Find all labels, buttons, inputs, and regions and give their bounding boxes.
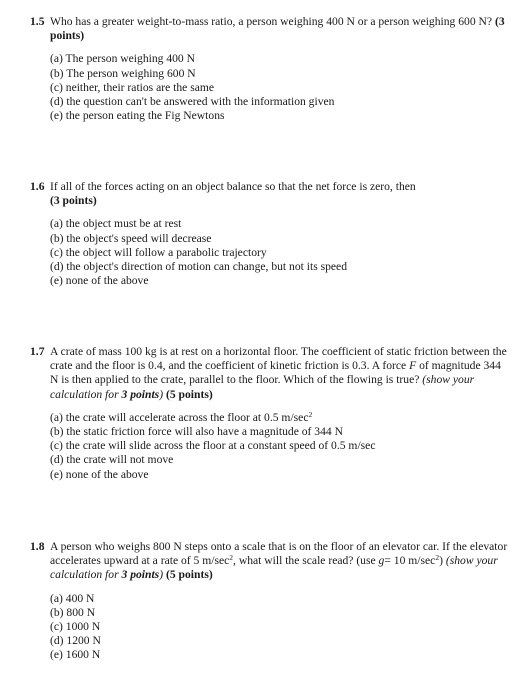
option-c: (c) neither, their ratios are the same (50, 80, 215, 94)
question-1-6 (30, 180, 510, 288)
option-d: (d) the object's direction of motion can change, but not its speed (50, 260, 348, 274)
question-stem (30, 345, 510, 402)
option-d: (d) the crate will not move (50, 453, 174, 467)
options-list (30, 411, 510, 482)
question-1-8 (30, 540, 510, 663)
points-label: (3 points) (50, 194, 97, 208)
force-symbol: F (409, 359, 417, 373)
question-number: 1.8 (30, 540, 45, 553)
option-b: (b) The person weighing 600 N (50, 66, 196, 80)
question-text-part2: , what will the scale read? (use (233, 554, 376, 568)
option-a: (a) 400 N (50, 591, 95, 605)
option-c: (c) the crate will slide across the floor at a constant speed of 0.5 m/sec (50, 439, 376, 453)
option-c: (c) 1000 N (50, 620, 101, 634)
question-stem (30, 540, 510, 583)
points-label: (5 points) (165, 387, 213, 401)
option-b: (b) 800 N (50, 605, 96, 619)
points-label: (5 points) (165, 568, 213, 582)
question-text: Who has a greater weight-to-mass ratio, a person weighing 400 N or a person weighing 600 N? (50, 15, 493, 28)
question-number: 1.7 (30, 345, 45, 358)
option-b: (b) the object's speed will decrease (50, 231, 212, 245)
question-text-part2: of magnitude 344 N is then applied to the crate, parallel to the floor. Which of the flowing is true? (50, 359, 501, 387)
option-c: (c) the object will follow a parabolic trajectory (50, 245, 267, 259)
question-text: If all of the forces acting on an object balance so that the net force is zero, then (50, 180, 416, 193)
option-e: (e) the person eating the Fig Newtons (50, 109, 225, 123)
question-number: 1.5 (30, 15, 45, 28)
question-stem (30, 15, 510, 43)
superscript: 2 (229, 553, 234, 563)
option-e: (e) none of the above (50, 274, 149, 288)
option-b: (b) the static friction force will also have a magnitude of 344 N (50, 425, 343, 439)
option-a: (a) the crate will accelerate across the floor at 0.5 $m/\sec^2$ (50, 409, 313, 424)
options-list (30, 592, 510, 663)
instruction-text: (show your calculation for 3 points) (50, 554, 498, 582)
option-e: (e) none of the above (50, 467, 149, 481)
question-number: 1.6 (30, 180, 45, 193)
option-e: (e) 1600 N (50, 648, 101, 662)
question-1-7 (30, 345, 510, 482)
options-list (30, 52, 510, 123)
option-a: (a) The person weighing 400 N (50, 52, 195, 66)
gravity-expression: g= 10 $m/\sec^2$) (378, 553, 443, 568)
option-d: (d) 1200 N (50, 634, 101, 648)
options-list (30, 217, 510, 288)
question-text-part1: A person who weighs 800 N steps onto a scale that is on the floor of an elevator car. If the elevator accelerates upward at a rate of 5 m/sec (50, 540, 508, 568)
option-a: (a) the object must be at rest (50, 217, 182, 231)
question-text-part1: A crate of mass 100 kg is at rest on a horizontal floor. The coefficient of static friction between the crate and the floor is 0.4, and the coefficient of kinetic friction is 0.3. A force (50, 345, 507, 373)
question-stem (30, 180, 510, 208)
points-label: (3 points) (50, 15, 505, 43)
instruction-text: (show your calculation for 3 points) (50, 373, 475, 401)
question-1-5 (30, 15, 510, 123)
option-d: (d) the question can't be answered with the information given (50, 95, 335, 109)
